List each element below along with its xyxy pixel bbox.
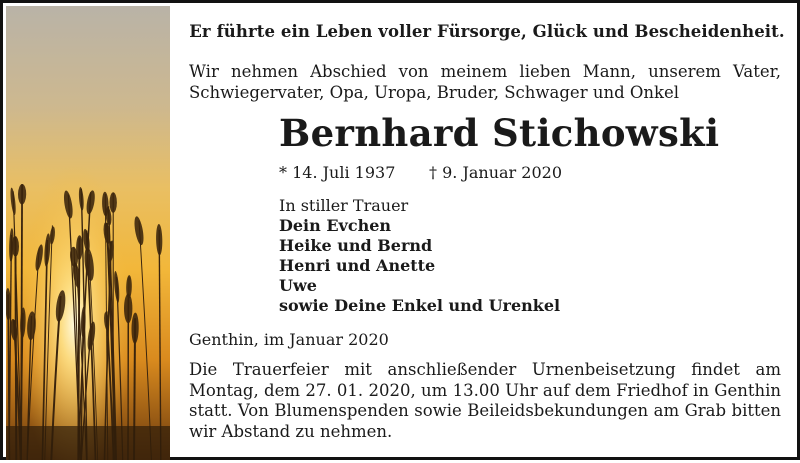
motto-line: Er führte ein Leben voller Fürsorge, Glück und Bescheidenheit. [189,22,785,41]
funeral-details: Die Trauerfeier mit anschließender Urnenbeisetzung findet am Montag, dem 27. 01. 2020, um 13.00 Uhr auf dem Friedhof in Genthin statt. Von Blumenspenden sowie Beileidsbekundungen am Grab bitten wir Abstand zu nehmen. [189,360,781,442]
mourner-line: Uwe [279,276,560,296]
birth-date: * 14. Juli 1937 [279,163,429,182]
mourner-line: Dein Evchen [279,216,560,236]
reed-base [6,426,170,460]
sunset-reeds-illustration [6,6,170,460]
reed-plume [124,294,132,324]
mourner-line: sowie Deine Enkel und Urenkel [279,296,560,316]
life-dates [279,163,562,182]
reed-stem [21,184,22,460]
mourner-line: Heike und Bernd [279,236,560,256]
obituary-content [189,3,785,463]
mourner-line: Henri und Anette [279,256,560,276]
reed-plume [110,192,117,213]
mourners-block [279,196,560,316]
farewell-intro: Wir nehmen Abschied von meinem lieben Mann, unserem Vater, Schwiegervater, Opa, Uropa, Bruder, Schwager und Onkel [189,61,781,103]
sunset-reeds-photo [6,6,170,460]
mourners-intro: In stiller Trauer [279,196,560,216]
place-and-date: Genthin, im Januar 2020 [189,330,389,349]
deceased-name: Bernhard Stichowski [279,111,719,155]
death-date: † 9. Januar 2020 [429,163,562,182]
